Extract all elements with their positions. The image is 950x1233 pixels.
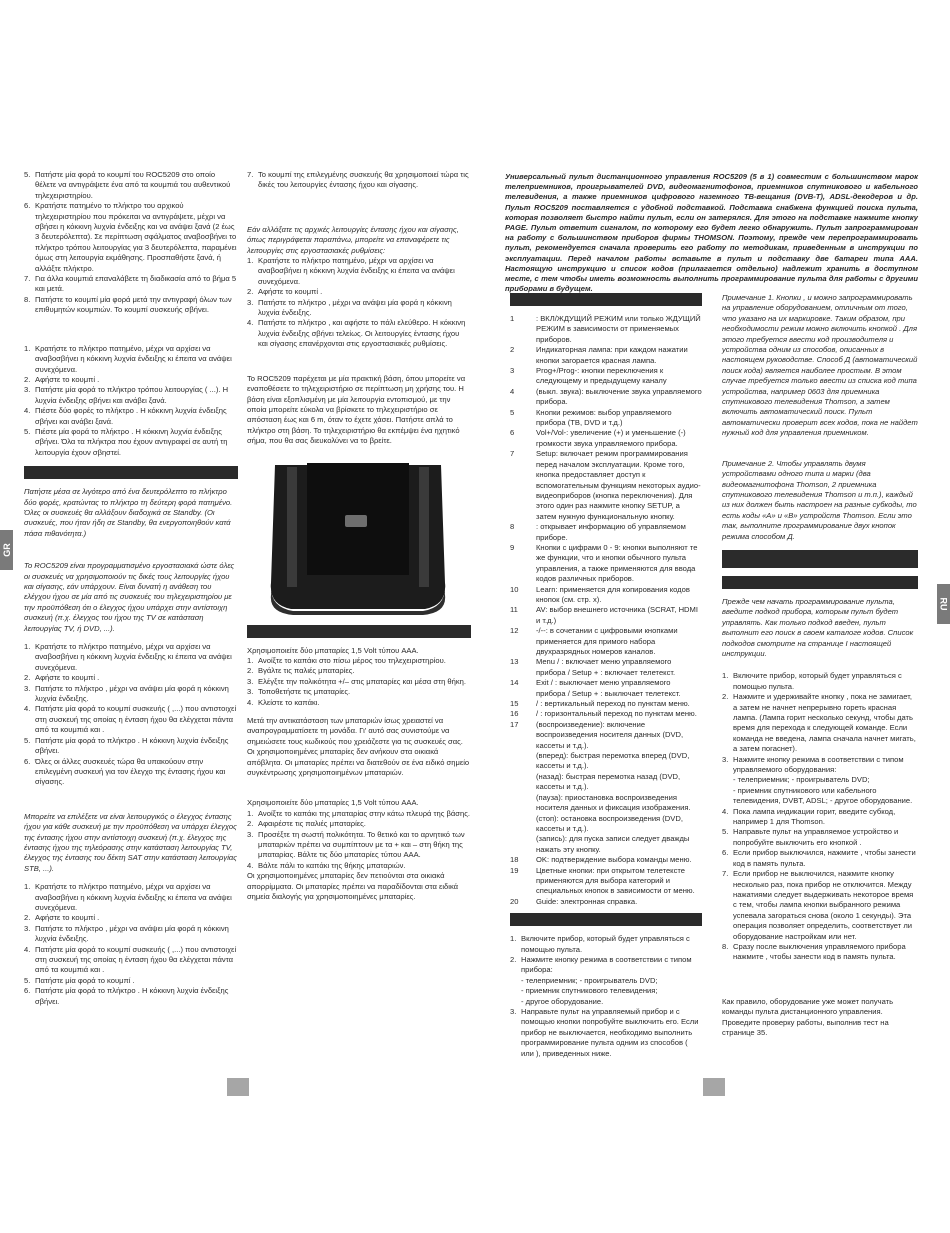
gr-erase-steps (24, 344, 238, 458)
list-item: 18 OK: подтверждение выбора команды меню. (510, 855, 692, 865)
list-item: 6. Πατήστε μία φορά το πλήκτρο . Η κόκκινη λυχνία ένδειξης σβήνει. (24, 986, 229, 1006)
list-item: 3. Προσέξτε τη σωστή πολικότητα. Το θετικό και το αρνητικό των μπαταριών πρέπει να συμπίπτουν με τα + και – στη θήκη της μπαταρίας. Βάλτε τις δύο μπαταρίες τύπου AAA. (247, 829, 465, 860)
list-item: 2. Αφαιρέστε τις παλιές μπαταρίες. (247, 819, 366, 829)
list-item: (запись): для пуска записи следует дважды нажать эту кнопку. (536, 834, 690, 854)
list-item: 7. Если прибор не выключился, нажмите кнопку несколько раз, пока прибор не отключится. Между нажатиями следует выдерживать некоторое время с тем, чтобы лампа кнопки выбранного режима успевала загораться снова (около 1 секунды). Эта операция позволяет определить, соответствует ли оборудование настройкам или нет. (722, 869, 914, 941)
list-item: 10 Learn: применяется для копирования кодов кнопок (см. стр. x). (510, 584, 690, 604)
gr-individual-volume-text: Μπορείτε να επιλέξετε να είναι λειτουργικός ο έλεγχος έντασης ήχου για κάθε συσκευή με την προϋπόθεση να υπάρχει έλεγχος της έντασης ήχου στην αντίστοιχη συσκευή (π.χ. έλεγχος της έντασης ήχου της τηλεόρασης στην κατάσταση λειτουργίας TV, έλεγχος της έντασης του δέκτη SAT στην κατάσταση λειτουργίας STB, ...). (24, 811, 237, 873)
ru-note-1: Примечание 1. Кнопки , и можно запрограммировать на управление оборудованием, отличным от того, что указано на их маркировке. Таким образом, при необходимости режим можно включить кнопкой . Для этого требуется ввести код производителя и устройства одним из способов, описанных в настоящем руководстве. Способ Д (автоматический поиск кода) является наиболее простым. В этом случае требуется только ввести из списка код типа устройства, например 0603 для приемника спутникового телевидения Thomson, а затем включить автоматический поиск. Пульт автоматически проверит всех кодов, пока не найдет нужный код для управления приемником. (722, 293, 918, 438)
list-item: 8. Сразу после выключения управляемого прибора нажмите , чтобы занести код в память пульта. (722, 941, 906, 962)
ru-check-steps (510, 934, 702, 1059)
list-item: 4. Πατήστε μία φορά το κουμπί συσκευής ( ,...) που αντιστοιχεί στη συσκευή της οποίας η ένταση ήχου θα ελέγχεται πάντα από τα κουμπιά και . (24, 704, 237, 735)
list-item: 5. Πατήστε μία φορά το κουμπί του ROC5209 στο οποίο θέλετε να αντιγράψετε ένα από τα κουμπιά του αυθεντικού τηλεχειριστηρίου. (24, 170, 231, 200)
list-item: 5. Πατήστε μία φορά το κουμπί . (24, 975, 135, 985)
list-item: 16 / : горизонтальный переход по пунктам меню. (510, 709, 697, 719)
gr-battery-remote-text: Χρησιμοποιείτε δύο μπαταρίες 1,5 Volt τύπου AAA. (247, 645, 419, 655)
list-item: 3. Πατήστε το πλήκτρο , μέχρι να ανάψει μία φορά η κόκκινη λυχνία ένδειξης. (247, 297, 452, 318)
gr-volume-steps (24, 642, 238, 788)
list-item: (назад): быстрая перемотка назад (DVD, кассеты и т.д.). (536, 771, 681, 792)
list-item: 2. Αφήστε το κουμπί . (24, 913, 100, 923)
list-item: 7 Setup: включает режим программирования перед началом эксплуатации. Кроме того, кнопка предоставляет доступ к вспомогательным функциям некоторых аудио-видеоприборов (кнопка переключения). Для этого один раз нажмите кнопку SETUP, а затем нужную функциональную кнопку. (510, 449, 701, 521)
list-item: 3. Нажмите кнопку режима в соответствии с типом управляемого оборудования: (722, 754, 904, 775)
list-item: - телеприемник; - проигрыватель DVD; (521, 975, 658, 985)
list-item: 19 Цветные кнопки: при открытом телетексте применяются для выбора категорий и специальных кнопок в зависимости от меню. (510, 865, 695, 896)
list-item: - приемник спутникового или кабельного телевидения, DVBT, ADSL; - другое оборудование. (733, 785, 913, 806)
ru-method-a-steps (722, 671, 918, 962)
ru-key-list (510, 314, 702, 907)
list-item: 4 (выкл. звука): выключение звука управляемого прибора. (510, 386, 702, 407)
list-item: 3. Πατήστε το πλήκτρο , μέχρι να ανάψει μία φορά η κόκκινη λυχνία ένδειξης. (24, 923, 229, 944)
language-tab-ru: RU (937, 584, 950, 624)
list-item: 7. Το κουμπί της επιλεγμένης συσκευής θα χρησιμοποιεί τώρα τις δικές του λειτουργίες έντασης ήχου και σίγασης. (247, 170, 469, 190)
list-item: 4. Πατήστε μία φορά το κουμπί συσκευής ( ,...) που αντιστοιχεί στη συσκευή της οποίας η ένταση ήχου θα ελέγχεται πάντα από τα κουμπιά και . (24, 944, 237, 975)
section-header-bar (510, 913, 702, 926)
gr-restore-steps (247, 256, 471, 350)
gr-restore-text: Εάν αλλάξατε τις αρχικές λειτουργίες έντασης ήχου και σίγασης, όπως περιγράφεται παραπάνω, μπορείτε να επαναφέρετε τις λειτουργίες στις εργοστασιακές ρυθμίσεις: (247, 224, 459, 255)
list-item: 1. Κρατήστε το πλήκτρο πατημένο, μέχρι να αρχίσει να αναβοσβήνει η κόκκινη λυχνία ένδειξης κι έπειτα να ανάψει συνεχόμενα. (24, 642, 232, 672)
list-item: 2. Нажмите кнопку режима в соответствии с типом прибора: (510, 954, 692, 975)
list-item: 5. Πατήστε μία φορά το πλήκτρο . Η κόκκινη λυχνία ένδειξης σβήνει. (24, 735, 229, 756)
list-item: - другое оборудование. (521, 996, 604, 1006)
list-item: 4. Пока лампа индикации горит, введите субкод, например 1 для Thomson. (722, 806, 896, 827)
gr-battery-note-2: Οι χρησιμοποιημένες μπαταρίες δεν ανήκουν στα οικιακά απόβλητα. Οι μπαταρίες πρέπει να διατεθούν σε ένα ειδικό σημείο συγκέντρωσης χρησιμοποιημένων μπαταριών. (247, 747, 470, 777)
ru-column-1 (510, 293, 702, 1067)
list-item: 8. Πατήστε το κουμπί μία φορά μετά την αντιγραφή όλων των επιθυμητών κουμπιών. Το κουμπί συσκευής σβήνει. (24, 294, 232, 315)
list-item: 1. Κρατήστε το πλήκτρο πατημένο, μέχρι να αρχίσει να αναβοσβήνει η κόκκινη λυχνία ένδειξης κι έπειτα να ανάψει συνεχόμενα. (24, 882, 232, 912)
list-item: (стоп): остановка воспроизведения (DVD, кассеты и т.д.). (536, 813, 683, 833)
list-item: (пауза): приостановка воспроизведения носителя данных и фиксация изображения. (536, 792, 691, 813)
language-tab-gr: GR (0, 530, 13, 570)
gr-battery-remote-steps (247, 656, 471, 708)
section-header-bar (24, 466, 238, 479)
ru-note-2: Примечание 2. Чтобы управлять двумя устройствами одного типа и марки (два видеомагнитофона Thomson, 2 приемника спутникового телевидения Thomson и т.п.), каждый из них должен быть настроен на разные субкоды, то есть коды «A» и «B» устройств Thomson. Если это так, выполните программирование двух кнопок режима способом Д. (722, 458, 917, 541)
list-item: 2. Αφήστε το κουμπί . (247, 287, 323, 297)
list-item: 2. Αφήστε το κουμπί . (24, 673, 100, 683)
list-item: 6 Vol+/Vol-: увеличение (+) и уменьшение (-) громкости звука управляемого прибора. (510, 428, 686, 448)
list-item: 1. Ανοίξτε το καπάκι της μπαταρίας στην κάτω πλευρά της βάσης. (247, 808, 470, 818)
list-item: 3. Направьте пульт на управляемый прибор и с помощью кнопки попробуйте выключить его. Если прибор не выключается, необходимо выполнить программирование пульта одним из способов ( или ), приведенных ниже. (510, 1007, 699, 1058)
gr-column-1 (24, 170, 238, 1015)
list-item: 1. Ανοίξτε το καπάκι στο πίσω μέρος του τηλεχειριστηρίου. (247, 655, 446, 665)
list-item: 14 Exit / : выключает меню управляемого прибора / Setup + : выключает телетекст. (510, 678, 681, 698)
gr-base-text: Το ROC5209 παρέχεται με μία πρακτική βάση, όπου μπορείτε να εναποθέσετε το τηλεχειριστήριο σε περίπτωση μη χρήσης του. Η βάση είναι εξοπλισμένη με μία λειτουργία εντοπισμού, με την οποία μπορείτε εύκολα να βρίσκετε το τηλεχειριστήριο σε απόσταση έως και 6 m, όταν το έχετε χάσει. Πατήστε απλά το πλήκτρο στη βάση. Το τηλεχειριστήριο θα εκπέμψει ένα ηχητικό σήμα, που θα σας διευκολύνει να το βρείτε. (247, 373, 466, 446)
gr-volume-text: Το ROC5209 είναι προγραμματισμένο εργοστασιακά ώστε όλες οι συσκευές να χρησιμοποιούν τις δικές τους λειτουργίες ήχου και σίγασης, εάν υπάρχουν. Είναι δυνατή η ανάθεση του ελέγχου ήχου σε μία από τις συσκευές του τηλεχειριστηρίου με την προϋπόθεση ότι ο έλεγχος ήχου υπάρχει στην αντίστοιχη συσκευή (π.χ. έλεγχος του ήχου της TV σε κατάσταση λειτουργίας TV, ή DVD, ...). (24, 561, 235, 633)
ru-method-a-intro: Прежде чем начать программирование пульта, введите подкод прибора, которым пульт будет управлять. Как только подкод введен, пульт выполнит его поиск в своем каталоге кодов. Список подкодов смотрите на странице I настоящей инструкции. (722, 596, 914, 658)
list-item: 1. Κρατήστε το πλήκτρο πατημένο, μέχρι να αρχίσει να αναβοσβήνει η κόκκινη λυχνία ένδειξης κι έπειτα να ανάψει συνεχόμενα. (247, 256, 455, 286)
list-item: - телеприемник; - проигрыватель DVD; (733, 775, 870, 785)
gr-learn-steps (24, 170, 238, 316)
ru-column-2 (722, 293, 918, 1046)
list-item: 5 Кнопки режимов: выбор управляемого прибора (TB, DVD и т.д.) (510, 407, 672, 428)
gr-battery-note-3: Οι χρησιμοποιημένες μπαταρίες δεν πετιούνται στα οικιακά απορρίμματα. Οι μπαταρίες πρέπει να παραδίδονται στα ειδικά σημεία διαλογής για χρησιμοποιημένες μπαταρίες. (247, 871, 459, 902)
list-item: 1. Κρατήστε το πλήκτρο πατημένο, μέχρι να αρχίσει να αναβοσβήνει η κόκκινη λυχνία ένδειξης κι έπειτα να ανάψει συνεχόμενα. (24, 343, 232, 374)
gr-volume-steps-continued (247, 170, 471, 191)
list-item: - приемник спутникового телевидения; (521, 986, 658, 996)
list-item: 2 Индикаторная лампа: при каждом нажатии кнопки загорается красная лампа. (510, 345, 688, 365)
list-item: 8 : открывает информацию об управляемом приборе. (510, 522, 686, 542)
list-item: 3. Πατήστε το πλήκτρο , μέχρι να ανάψει μία φορά η κόκκινη λυχνία ένδειξης. (24, 683, 229, 704)
gr-column-2 (247, 170, 471, 910)
section-header-bar (247, 625, 471, 638)
section-header-bar (722, 550, 918, 568)
ru-intro: Универсальный пульт дистанционного управления ROC5209 (5 в 1) совместим с большинством марок телеприемников, проигрывателей DVD, видеомагнитофонов, приемников спутникового и кабельного телевидения, а также приемников цифрового наземного ТВ-вещания (DVB-T), ADSL-декодеров и др. Пульт ROC5209 поставляется с удобной подставкой. Подставка снабжена функцией поиска пульта, которая позволяет быстро найти пульт, если он затерялся. Для этого на подставке нажмите кнопку PAGE. Пульт ответит сигналом, по которому его будет легко обнаружить. Пульт запрограммирован на работу с большинством приборов фирмы THOMSON. Поэтому, прежде чем перепрограммировать пульт, рекомендуется сначала проверить его работу по методикам, приведенным в инструкции по эксплуатации. Перед началом работы вставьте в пульт и подставку две батареи типа AAA. Настоящую инструкцию и список кодов (прилагается отдельно) надлежит хранить в доступном месте, с тем чтобы иметь возможность выполнить программирование пульта для работы с другими приборами в будущем. (505, 172, 918, 294)
list-item: 4. Πιέστε δύο φορές το πλήκτρο . Η κόκκινη λυχνία ένδειξης σβήνει και ανάβει ξανά. (24, 406, 227, 426)
list-item: 20 Guide: электронная справка. (510, 896, 638, 906)
gr-standby-text: Πατήστε μέσα σε λιγότερο από ένα δευτερόλεπτο το πλήκτρο δύο φορές, κρατώντας το πλήκτρο τη δεύτερη φορά πατημένο. Όλες οι συσκευές θα αλλάξουν διαδοχικά σε Standby. (Οι συσκευές, που ήταν ήδη σε Standby, θα ενεργοποιηθούν κατά πάσα πιθανότητα.) (24, 487, 233, 538)
gr-battery-base-text: Χρησιμοποιείτε δύο μπαταρίες 1,5 Volt τύπου AAA. (247, 798, 419, 808)
gr-battery-base-steps (247, 809, 471, 871)
list-item: 5. Направьте пульт на управляемое устройство и попробуйте выключить его кнопкой . (722, 827, 899, 847)
list-item: 1 : ВКЛ/ЖДУЩИЙ РЕЖИМ или только ЖДУЩИЙ РЕЖИМ в зависимости от применяемых приборов. (510, 314, 701, 344)
list-item: 2. Βγάλτε τις παλιές μπαταρίες. (247, 666, 355, 676)
list-item: 4. Βάλτε πάλι το καπάκι της θήκης μπαταριών. (247, 860, 406, 870)
gr-battery-note-1: Μετά την αντικατάσταση των μπαταριών ίσως χρειαστεί να αναπρογραμματίσετε τη μονάδα. Γι' αυτό σας συνιστούμε να σημειώσετε τους κωδικούς που χρειάζεστε για τις συσκευές σας. (247, 715, 463, 746)
list-item: 11 AV: выбор внешнего источника (SCRAT, HDMI и т.д.) (510, 605, 698, 625)
list-item: 6. Если прибор выключился, нажмите , чтобы занести код в память пульта. (722, 848, 916, 868)
list-item: 2. Нажмите и удерживайте кнопку , пока не замигает, а затем не начнет непрерывно гореть красная лампа. (Лампа горит несколько секунд, чтобы дать время для перехода к следующей команде. Если команда не введена, лампа сначала начнет мигать, а затем погаснет). (722, 692, 916, 754)
list-item: (вперед): быстрая перемотка вперед (DVD, кассеты и т.д.). (536, 751, 690, 771)
list-item: 4. Πατήστε το πλήκτρο , και αφήστε το πάλι ελεύθερο. Η κόκκινη λυχνία ένδειξης σβήνει τελείως. Οι λειτουργίες έντασης ήχου και σίγασης επανέρχονται στις εργοστασιακές ρυθμίσεις. (247, 318, 466, 349)
list-item: 3. Τοποθετήστε τις μπαταρίες. (247, 687, 351, 697)
list-item: 13 Menu / : включает меню управляемого прибора / Setup + : включает телетекст. (510, 657, 676, 677)
page-number-box-right (703, 1078, 725, 1096)
remote-base-photo (247, 455, 469, 617)
list-item: 17 (воспроизведение): включение воспроизведения носителя данных (DVD, кассеты и т.д.). (510, 719, 684, 750)
list-item: 3. Πατήστε μία φορά το πλήκτρο τρόπου λειτουργίας ( ...). Η λυχνία ένδειξης σβήνει και ανάβει ξανά. (24, 385, 229, 405)
list-item: 3 Prog+/Prog-: кнопки переключения к следующему и предыдущему каналу (510, 366, 667, 386)
list-item: 2. Αφήστε το κουμπί . (24, 374, 100, 384)
page-number-box-left (227, 1078, 249, 1096)
list-item: 1. Включите прибор, который будет управляться с помощью пульта. (722, 671, 902, 691)
section-header-bar (722, 576, 918, 589)
list-item: 6. Κρατήστε πατημένο το πλήκτρο του αρχικού τηλεχειριστηρίου που πρόκειται να αντιγράψετε, μέχρι να σβήσει η κόκκινη λυχνία ένδειξης και να ανάψει ξανά (2 έως 3 δευτερόλεπτα). Σε περίπτωση σφάλματος αναβοσβήνει το πλήκτρο τρόπου λειτουργίας για 3 δευτερόλεπτα, παραμένει όμως στη λειτουργία εκμάθησης. Προσπαθήστε ξανά, ή αλλάξτε πλήκτρο. (24, 201, 237, 273)
list-item: 6. Όλες οι άλλες συσκευές τώρα θα υπακούουν στην επιλεγμένη συσκευή για τον έλεγχο της έντασης ήχου και σίγασης. (24, 756, 226, 787)
list-item: 5. Πιέστε μία φορά το πλήκτρο . Η κόκκινη λυχνία ένδειξης σβήνει. Όλα τα πλήκτρα που έχουν αντιγραφεί σε αυτή τη λειτουργία έχουν σβηστεί. (24, 426, 228, 457)
list-item: 7. Για άλλα κουμπιά επαναλάβετε τη διαδικασία από το βήμα 5 και μετά. (24, 274, 237, 294)
gr-individual-volume-steps (24, 882, 238, 1007)
list-item: 3. Ελέγξτε την πολικότητα +/– στις μπαταρίες και μέσα στη θήκη. (247, 676, 466, 686)
list-item: 12 -/--: в сочетании с цифровыми кнопками применяется для примого набора двухразрядных номеров каналов. (510, 626, 678, 656)
list-item: 15 / : вертикальный переход по пунктам меню. (510, 699, 690, 709)
section-header-bar (510, 293, 702, 306)
list-item: 4. Κλείστε το καπάκι. (247, 697, 320, 707)
list-item: 9 Кнопки с цифрами 0 - 9: кнопки выполняют те же функции, что и кнопки обычного пульта управления, а также применяются для ввода кодов различных приборов. (510, 542, 698, 584)
ru-closing-text: Как правило, оборудование уже может получать команды пульта дистанционного управления. Проведите проверку работы, выполнив тест на странице 35. (722, 996, 894, 1037)
list-item: 1. Включите прибор, который будет управляться с помощью пульта. (510, 934, 690, 954)
